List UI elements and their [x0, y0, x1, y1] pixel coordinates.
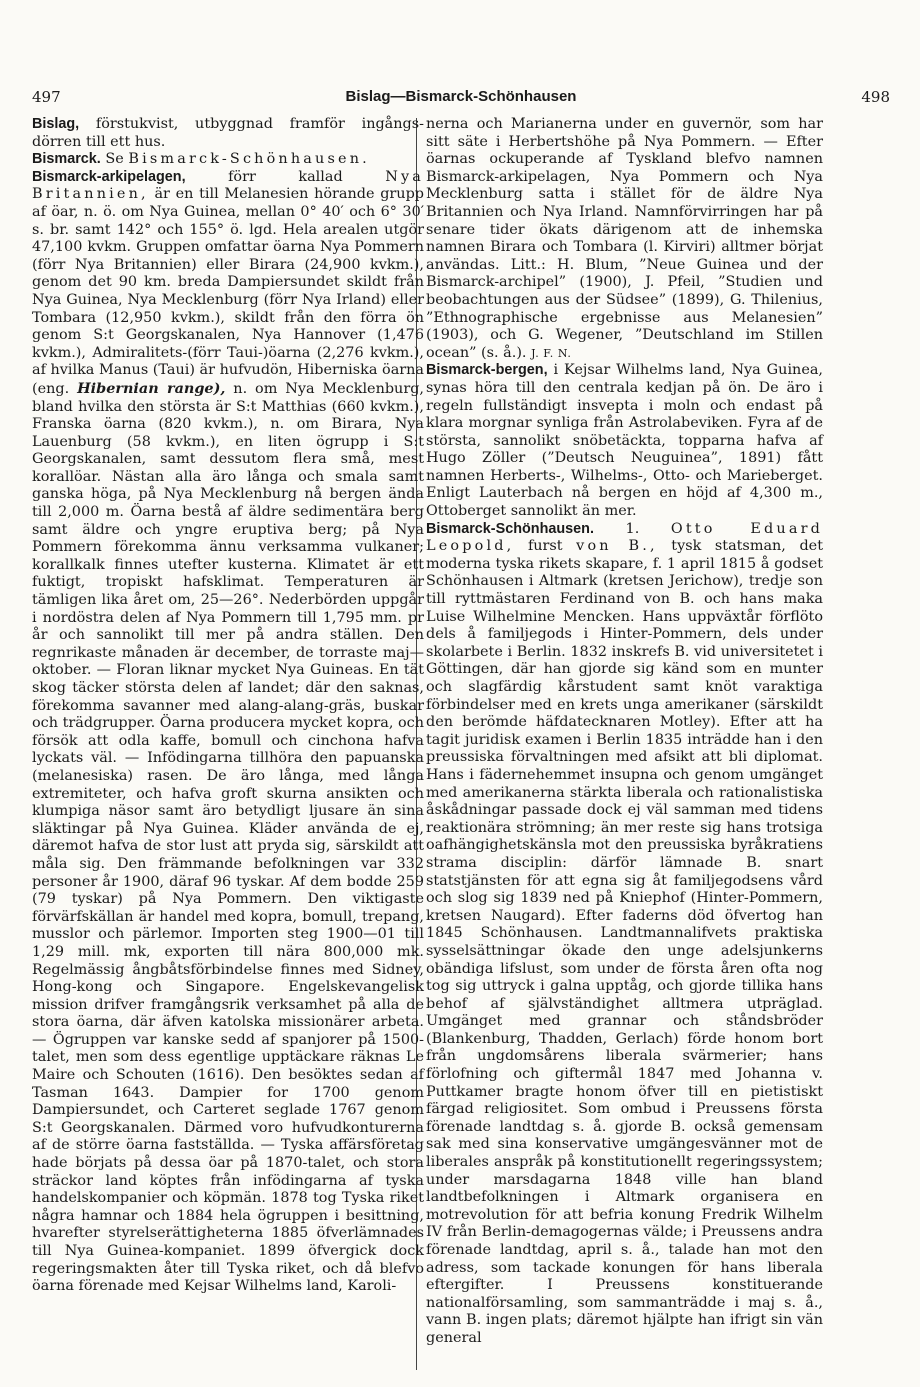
spaced-name: Nya Britannien,	[32, 168, 424, 203]
spaced-name: Otto Eduard Leopold,	[426, 520, 823, 555]
entry-text: Se	[100, 151, 129, 168]
entry-text: nerna och Marianerna under en guvernör, som har sitt säte i Herbertshöhe på Nya Pommern. — Efter öarnas ockuperande af Tyskland blefvo namnen Bismarck-arkipelagen, Nya Pommern och Nya Mecklenburg satta i stället för de äldre Nya Britannien och Nya Irland. Namnförvirringen har på senare tider ökats därigenom att de inhemska namnen Birara och Tombara (l. Kirviri) alltmer börjat användas. Litt.: H. Blum, ”Neue Guinea und der Bismarck-archipel” (1900), J. Pfeil, ”Studien und beobachtungen aus der Südsee” (1899), G. Thilenius, ”Ethnographische ergebnisse aus Melanesien” (1903), och G. Wegener, ”Deutschland im Stillen ocean” (s. å.).	[426, 116, 823, 361]
author-signature: J. F. N.	[531, 346, 572, 360]
cross-reference: Bismarck-Schönhausen.	[128, 151, 370, 168]
entry-bislag	[32, 116, 424, 151]
right-column	[426, 116, 823, 1348]
entry-headword: Bismarck.	[32, 151, 101, 168]
page-header	[32, 88, 890, 110]
entry-headword: Bismarck-bergen,	[426, 362, 548, 379]
entry-text: förstukvist, utbyggnad framför ingångs-dörren till ett hus.	[32, 116, 424, 150]
entry-text: är en till Melanesien hörande grupp af öar, n. ö. om Nya Guinea, mellan 0° 40′ och 6° 30′ s. br. samt 142° och 155° ö. lgd. Hela arealen utgör 47,100 kvkm. Gruppen omfattar öarna Nya Pommern (förr Nya Britannien) eller Birara (24,900 kvkm.), genom det 90 km. breda Dampiersundet skildt från Nya Guinea, Nya Mecklenburg (förr Nya Irland) eller Tombara (12,950 kvkm.), skildt från den förra ön genom S:t Georgskanalen, Nya Hannover (1,476 kvkm.), Admiralitets-(förr Taui-)öarna (2,276 kvkm.), af hvilka Manus (Taui) är hufvudön, Hiberniska öarna (eng.	[32, 186, 424, 397]
entry-text: förr kallad	[185, 168, 386, 185]
entry-arkipelagen-continued	[426, 116, 823, 362]
page-number-right: 498	[861, 88, 890, 106]
italic-term: Hibernian range),	[77, 379, 226, 397]
entry-text: 1.	[593, 520, 671, 537]
entry-text: tysk statsman, det moderna tyska rikets skapare, f. 1 april 1815 å godset Schönhausen i Altmark (kretsen Jerichow), tredje son till ryttmästaren Ferdinand von B. och hans maka Luise Wilhelmine Mencken. Hans uppväxtår förflöto dels å familjegods i Hinter-Pommern, dels under skolarbete i Berlin. 1832 inskrefs B. vid universitetet i Göttingen, där han gjorde sig känd som en munter och slagfärdig kårstudent samt knöt varaktiga förbindelser med en krets unga amerikaner (särskildt den berömde häfdatecknaren Motley). Efter att ha tagit juridisk examen i Berlin 1835 inträdde han i den preussiska förvaltningen med afsikt att bli diplomat. Hans i fädernehemmet insupna och genom umgänget med amerikanerna stärkta liberala och rationalistiska åskådningar passade dock ej väl samman med tidens reaktionära strömning; än mer reste sig hans trotsiga oafhängighetskänsla mot den preussiska byråkratiens strama disciplin: därför lämnade B. snart statstjänsten för att egna sig åt familjegodsens vård och slog sig 1839 ned på Kniephof (Hinter-Pommern, kretsen Naugard). Efter faderns död öfvertog han 1845 Schönhausen. Landtmannalifvets praktiska sysselsättningar ökade den unge adelsjunkerns obändiga lifslust, som under de första åren ofta nog tog sig uttryck i galna upptåg, och gjorde tillika hans behof af självständighet alltmera utpräglad. Umgänget med grannar och ståndsbröder (Blankenburg, Thadden, Gerlach) förde honom bort från ungdomsårens liberala svärmerier; hans förlofning och giftermål 1847 med Johanna v. Puttkamer bragte honom öfver till en pietistiskt färgad religiositet. Som ombud i Preussens första förenade landtdag s. å. gjorde B. också gemensam sak med sina konservative umgängesvänner mot de liberales anspråk på konstitutionellt regeringssystem; under marsdagarna 1848 ville han bland landtbefolkningen i Altmark organisera en motrevolution för att befria konung Fredrik Wilhelm IV från Berlin-demagogernas välde; i Preussens andra förenade landtdag, april s. å., talade han mot den adress, som tackade konungen för hans liberala eftergifter. I Preussens konstituerande nationalförsamling, som sammanträdde i maj s. å., vann B. ingen plats; däremot hjälpte han ifrigt sin vän general	[426, 538, 823, 1346]
entry-bismarck-arkipelagen	[32, 169, 424, 1296]
entry-text: furst	[514, 538, 577, 555]
entry-text: i Kejsar Wilhelms land, Nya Guinea, synas höra till den centrala kedjan på ön. De äro i regeln fullständigt insvepta i moln och endast på klara morgnar synliga från Astrolabeviken. Fyra af de största, sannolikt snöbetäckta, topparna hafva af Hugo Zöller (”Deutsch Neuguinea”, 1891) fått namnen Herberts-, Wilhelms-, Otto- och Marieberget. Enligt Lauterbach nå bergen en höjd af 4,300 m., Ottoberget sannolikt än mer.	[426, 362, 823, 520]
spaced-name: von B.,	[576, 538, 658, 555]
entry-bismarck	[32, 151, 424, 169]
entry-text: n. om Nya Mecklenburg, bland hvilka den största är S:t Matthias (660 kvkm.), Franska öarna (820 kvkm.), n. om Birara, Nya Lauenburg (58 kvkm.), en liten ögrupp i S:t Georgskanalen, samt dessutom flera små, mest korallöar. Nästan alla äro långa och smala samt ganska höga, på Nya Mecklenburg nå bergen ända till 2,000 m. Öarna bestå af äldre sedimentära berg samt äldre och yngre eruptiva berg; på Nya Pommern förekomma ännu verksamma vulkaner; korallkalk finnes utefter kusterna. Klimatet är ett fuktigt, tropiskt hafsklimat. Temperaturen är tämligen lika året om, 25—26°. Nederbörden uppgår i nordöstra delen af Nya Pommern till 1,795 mm. pr år och sannolikt till mer på andra ställen. Den regnrikaste månaden är december, de torraste maj—oktober. — Floran liknar mycket Nya Guineas. En tät skog täcker största delen af landet; där den saknas, förekomma savanner med alang-alang-gräs, buskar och trädgrupper. Öarna producera mycket kopra, och försök att odla kaffe, bomull och cinchona hafva lyckats väl. — Infödingarna tillhöra den papuanska (melanesiska) rasen. De äro långa, med långa extremiteter, och hafva groft skurna ansikten och klumpiga näsor samt äro betydligt ljusare än sina släktingar på Nya Guinea. Kläder använda de ej, däremot hafva de stor lust att pryda sig, särskildt att måla sig. Den främmande befolkningen var 332 personer år 1900, däraf 96 tyskar. Af dem bodde 259 (79 tyskar) på Nya Pommern. Den viktigaste förvärfskällan är handel med kopra, bomull, trepang, musslor och pärlemor. Importen steg 1900—01 till 1,29 mill. mk, exporten till nära 800,000 mk. Regelmässig ångbåtsförbindelse finnes med Sidney, Hong-kong och Singapore. Engelskevangelisk mission drifver framgångsrik verksamhet på alla de stora öarna, där äfven katolska missionärer arbeta. — Ögruppen var kanske sedd af spanjorer på 1500-talet, men som dess egentlige upptäckare räknas Le Maire och Schouten (1616). Den besöktes sedan af Tasman 1643. Dampier for 1700 genom Dampiersundet, och Carteret seglade 1767 genom S:t Georgskanalen. Därmed voro hufvudkonturerna af de större öarna fastställda. — Tyska affärsföretag hade börjats på dessa öar på 1870-talet, och stora sträckor land köptes från infödingarna af tyska handelskompanier och köpmän. 1878 tog Tyska riket några hamnar och 1884 hela ögruppen i besittning, hvarefter styrelserättigheterna 1885 öfverlämnades till Nya Guinea-kompaniet. 1899 öfvergick dock regeringsmakten åter till Tyska riket, och då blefvo öarna förenade med Kejsar Wilhelms land, Karoli-	[32, 380, 424, 1295]
entry-headword: Bislag,	[32, 116, 80, 132]
page-number-left: 497	[32, 88, 61, 106]
entry-bismarck-bergen	[426, 362, 823, 520]
entry-headword: Bismarck-arkipelagen,	[32, 168, 186, 185]
left-column	[32, 116, 424, 1296]
entry-bismarck-schonhausen	[426, 521, 823, 1348]
entry-headword: Bismarck-Schönhausen.	[426, 520, 594, 537]
running-title: Bislag—Bismarck-Schönhausen	[345, 88, 577, 105]
